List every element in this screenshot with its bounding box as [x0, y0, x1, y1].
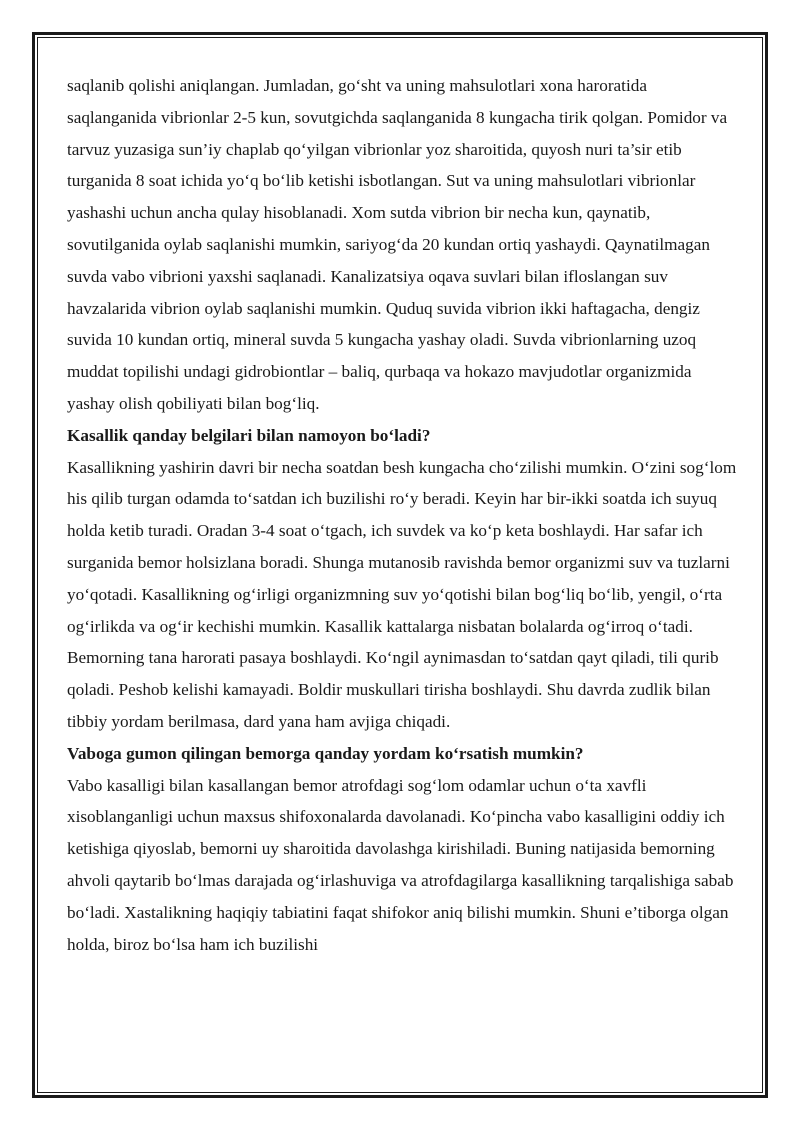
heading-first-aid: Vaboga gumon qilingan bemorga qanday yordam ko‘rsatish mumkin? [67, 743, 584, 763]
paragraph-symptoms: Kasallikning yashirin davri bir necha soatdan besh kungacha cho‘zilishi mumkin. O‘zini sog‘lom his qilib turgan odamda to‘satdan ich buzilishi ro‘y beradi. Keyin har bir-ikki soatda ich suyuq holda ketib turadi. Oradan 3-4 soat o‘tgach, ich suvdek va ko‘p keta boshlaydi. Har safar ich surganida bemor holsizlana boradi. Shunga mutanosib ravishda bemor organizmi suv va tuzlarni yo‘qotadi. Kasallikning og‘irligi organizmning suv yo‘qotishi bilan bog‘liq bo‘lib, yengil, o‘rta og‘irlikda va og‘ir kechishi mumkin. Kasallik kattalarga nisbatan bolalarda og‘irroq o‘tadi. Bemorning tana harorati pasaya boshlaydi. Ko‘ngil aynimasdan to‘satdan qayt qiladi, tili qurib qoladi. Peshob kelishi kamayadi. Boldir muskullari tirisha boshlaydi. Shu davrda zudlik bilan tibbiy yordam berilmasa, dard yana ham avjiga chiqadi. [67, 457, 737, 731]
heading-symptoms: Kasallik qanday belgilari bilan namoyon bo‘ladi? [67, 425, 431, 445]
document-body [67, 70, 737, 960]
paragraph-first-aid: Vabo kasalligi bilan kasallangan bemor atrofdagi sog‘lom odamlar uchun o‘ta xavfli xisoblanganligi uchun maxsus shifoxonalarda davolanadi. Ko‘pincha vabo kasalligini oddiy ich ketishiga qiyoslab, bemorni uy sharoitida davolashga kirishiladi. Buning natijasida bemorning ahvoli qaytarib bo‘lmas darajada og‘irlashuviga va atrofdagilarga kasallikning tarqalishiga sabab bo‘ladi. Xastalikning haqiqiy tabiatini faqat shifokor aniq bilishi mumkin. Shuni e’tiborga olgan holda, biroz bo‘lsa ham ich buzilishi [67, 775, 734, 954]
paragraph-vibrio-survival: saqlanib qolishi aniqlangan. Jumladan, go‘sht va uning mahsulotlari xona haroratida saqlanganida vibrionlar 2-5 kun, sovutgichda saqlanganida 8 kungacha tirik qolgan. Pomidor va tarvuz yuzasiga sun’iy chaplab qo‘yilgan vibrionlar yoz sharoitida, quyosh nuri ta’sir etib turganida 8 soat ichida yo‘q bo‘lib ketishi isbotlangan. Sut va uning mahsulotlari vibrionlar yashashi uchun ancha qulay hisoblanadi. Xom sutda vibrion bir necha kun, qaynatib, sovutilganida oylab saqlanishi mumkin, sariyog‘da 20 kundan ortiq yashaydi. Qaynatilmagan suvda vabo vibrioni yaxshi saqlanadi. Kanalizatsiya oqava suvlari bilan ifloslangan suv havzalarida vibrion oylab saqlanishi mumkin. Quduq suvida vibrion ikki haftagacha, dengiz suvida 10 kundan ortiq, mineral suvda 5 kungacha yashay oladi. Suvda vibrionlarning uzoq muddat topilishi undagi gidrobiontlar – baliq, qurbaqa va hokazo mavjudotlar organizmida yashay olish qobiliyati bilan bog‘liq. [67, 76, 728, 413]
